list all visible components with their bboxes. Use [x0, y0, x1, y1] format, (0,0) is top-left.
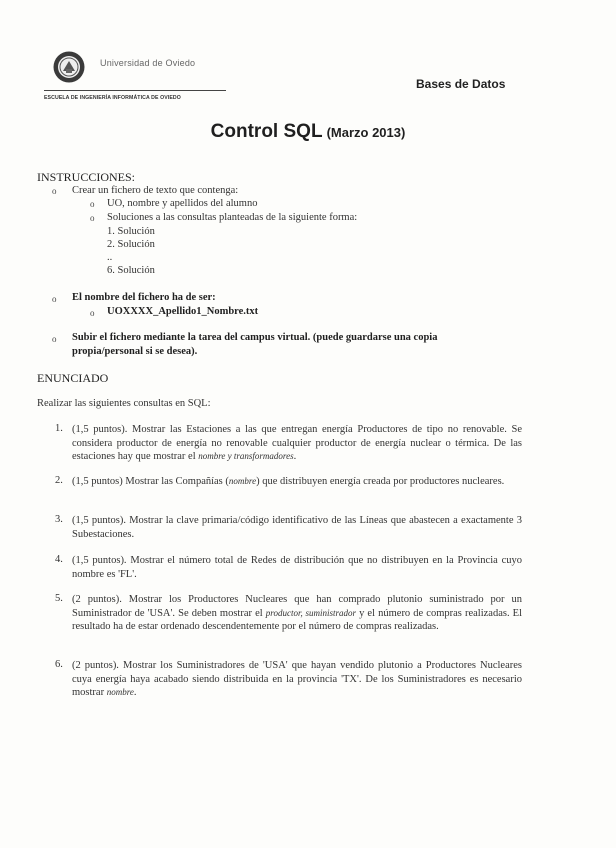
- filename-value: UOXXXX_Apellido1_Nombre.txt: [107, 306, 259, 317]
- solution-line: 1. Solución: [107, 226, 155, 237]
- school-name: ESCUELA DE INGENIERÍA INFORMÁTICA DE OVIEDO: [44, 95, 181, 101]
- question-5: (2 puntos). Mostrar los Productores Nucleares que han comprado plutonio suministrado por un Suministrador de 'USA'. Se deben mostrar el productor, suministrador y el número de compras realizadas. El resultado ha de estar ordenado descendentemente por el número de compras realizadas.: [72, 594, 523, 632]
- bullet-icon: o: [90, 308, 95, 318]
- instruction-item: El nombre del fichero ha de ser:: [72, 292, 216, 303]
- instruction-item: Crear un fichero de texto que contenga:: [72, 185, 239, 196]
- university-seal-icon: [52, 50, 86, 84]
- question-4: (1,5 puntos). Mostrar el número total de Redes de distribución que no distribuyen en la Provincia cuyo nombre es 'FL'.: [72, 555, 522, 580]
- university-name: Universidad de Oviedo: [100, 58, 196, 68]
- solution-ellipsis: ..: [107, 252, 113, 263]
- title-block: [0, 121, 616, 143]
- bullet-icon: o: [52, 294, 57, 304]
- instruction-item: Subir el fichero mediante la tarea del campus virtual. (puede guardarse una copia: [72, 332, 438, 343]
- instructions-heading: INSTRUCCIONES:: [37, 170, 136, 184]
- question-2: (1,5 puntos) Mostrar las Compañías (nombre) que distribuyen energía creada por productores nucleares.: [72, 476, 505, 487]
- page-subtitle: (Marzo 2013): [326, 125, 406, 140]
- statement-intro: Realizar las siguientes consultas en SQL:: [37, 398, 211, 409]
- question-6: (2 puntos). Mostrar los Suministradores de 'USA' que hayan vendido plutonio a Productores Nucleares cuya energía haya acabado siendo distribuida en la provincia 'TX'. De los Suministradores es necesario mostrar nombre.: [72, 660, 522, 698]
- question-1: (1,5 puntos). Mostrar las Estaciones a las que entregan energía Productores de tipo no renovable. Se considera productor de energía no renovable cualquier productor de energía nuclear o térmica. De las estaciones hay que mostrar el nombre y transformadores.: [72, 424, 522, 462]
- question-number: 2.: [55, 475, 63, 486]
- solution-line: 2. Solución: [107, 239, 155, 250]
- instruction-subitem: Soluciones a las consultas planteadas de la siguiente forma:: [107, 212, 358, 223]
- question-number: 5.: [55, 593, 63, 604]
- question-number: 1.: [55, 423, 63, 434]
- course-name: Bases de Datos: [416, 77, 506, 91]
- question-number: 6.: [55, 659, 63, 670]
- bullet-icon: o: [90, 213, 95, 223]
- page-title: Control SQL: [210, 121, 323, 142]
- bullet-icon: o: [90, 199, 95, 209]
- header-divider: [44, 90, 226, 91]
- question-3: (1,5 puntos). Mostrar la clave primaria/código identificativo de las Líneas que abastecen a exactamente 3 Subestaciones.: [72, 515, 522, 540]
- bullet-icon: o: [52, 334, 57, 344]
- solution-line: 6. Solución: [107, 265, 155, 276]
- question-number: 4.: [55, 554, 63, 565]
- bullet-icon: o: [52, 186, 57, 196]
- question-number: 3.: [55, 514, 63, 525]
- statement-heading: ENUNCIADO: [37, 371, 109, 385]
- instruction-subitem: UO, nombre y apellidos del alumno: [107, 198, 258, 209]
- instruction-item-continued: propia/personal si se desea).: [72, 346, 198, 357]
